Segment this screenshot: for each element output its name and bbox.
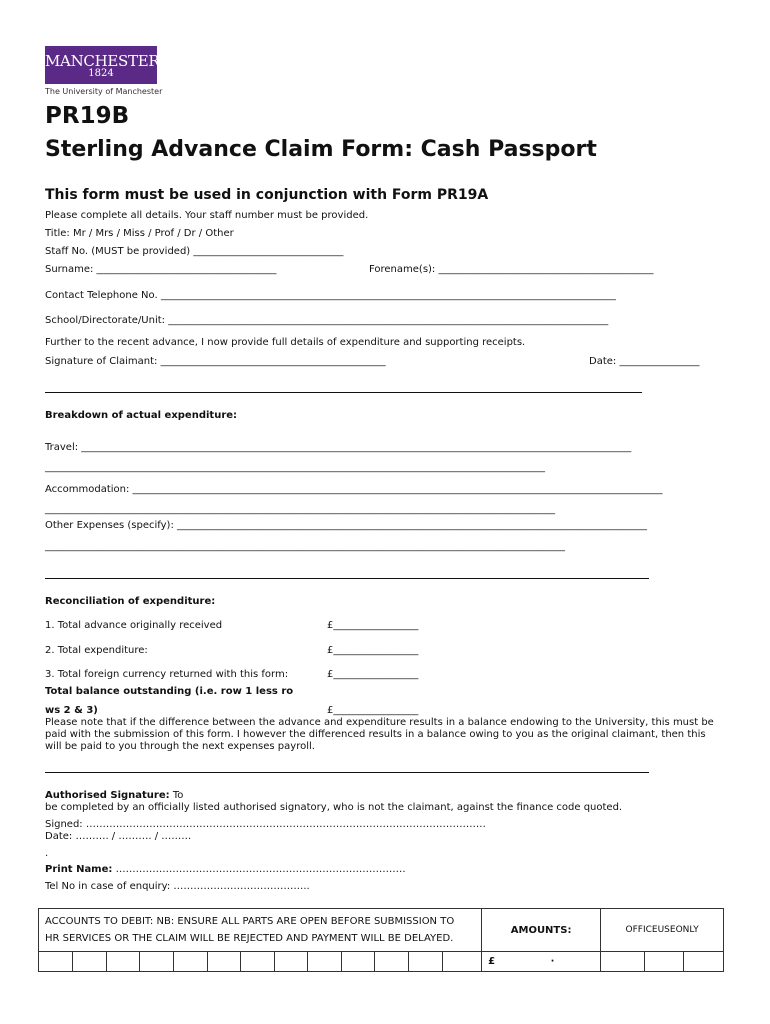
accounts-notice-line: HR SERVICES OR THE CLAIM WILL BE REJECTED AND PAYMENT WILL BE DELAYED. xyxy=(45,933,454,944)
forename-field[interactable]: Forename(s): ___________________________________________ xyxy=(369,264,654,275)
other-expenses-field[interactable]: Other Expenses (specify): ______________________________________________________________________________________________ xyxy=(45,520,647,531)
account-code-cell[interactable] xyxy=(342,952,375,972)
amount-cell[interactable] xyxy=(482,952,601,972)
account-code-cell[interactable] xyxy=(275,952,308,972)
school-field[interactable]: School/Directorate/Unit: ________________________________________________________________________________________ xyxy=(45,315,609,326)
account-code-cell[interactable] xyxy=(308,952,342,972)
other-expenses-field-continued[interactable]: ________________________________________________________________________________________________________ xyxy=(45,541,565,552)
reconciliation-row-label: 2. Total expenditure: xyxy=(45,645,148,656)
account-code-cell[interactable] xyxy=(174,952,208,972)
claimant-signature-field[interactable]: Signature of Claimant: _____________________________________________ xyxy=(45,356,386,367)
signed-field[interactable]: Signed: ………………………………………………………………………………………………………… xyxy=(45,819,486,830)
authorised-date-field[interactable]: Date: ………. / ………. / ……… xyxy=(45,831,192,842)
section-divider xyxy=(45,772,649,773)
section-divider xyxy=(45,578,649,579)
account-code-cell[interactable] xyxy=(140,952,174,972)
account-code-cell[interactable] xyxy=(107,952,140,972)
form-title: Sterling Advance Claim Form: Cash Passport xyxy=(45,137,597,162)
reconciliation-row-label: 1. Total advance originally received xyxy=(45,620,223,631)
office-use-cell xyxy=(601,952,645,972)
enquiry-telephone-field[interactable]: Tel No in case of enquiry: ………………………………….. xyxy=(45,881,310,892)
account-code-cell[interactable] xyxy=(73,952,107,972)
surname-field[interactable]: Surname: ____________________________________ xyxy=(45,264,277,275)
section-divider xyxy=(45,392,642,393)
authorisation-instruction: be completed by an officially listed authorised signatory, who is not the claimant, against the finance code quoted. xyxy=(45,802,623,813)
reconciliation-row-value[interactable]: £_________________ xyxy=(327,620,419,631)
reconciliation-row-label: 3. Total foreign currency returned with this form: xyxy=(45,669,289,680)
account-code-cell[interactable] xyxy=(443,952,482,972)
claimant-date-field[interactable]: Date: ________________ xyxy=(589,356,700,367)
authorised-signature-heading-line xyxy=(45,790,183,801)
office-use-only-header: OFFICEUSEONLY xyxy=(601,909,724,952)
print-name-field[interactable]: …………………………………………………………………………… xyxy=(115,864,406,875)
balance-label-continued: ws 2 & 3) xyxy=(45,705,98,716)
print-name-label: Print Name: xyxy=(45,864,113,875)
account-code-cell[interactable] xyxy=(39,952,73,972)
telephone-field[interactable]: Contact Telephone No. ___________________________________________________________________________________________ xyxy=(45,290,616,301)
title-field[interactable]: Title: Mr / Mrs / Miss / Prof / Dr / Other xyxy=(45,228,234,239)
authorised-signature-heading: Authorised Signature: xyxy=(45,790,170,801)
accommodation-field[interactable]: Accommodation: __________________________________________________________________________________________________________ xyxy=(45,484,663,495)
breakdown-heading: Breakdown of actual expenditure: xyxy=(45,410,238,421)
office-use-cell xyxy=(684,952,724,972)
account-code-cell[interactable] xyxy=(241,952,275,972)
office-use-cell xyxy=(645,952,684,972)
balance-note-line: Please note that if the difference between the advance and expenditure results in a balance endowing to the University, this must be xyxy=(45,717,714,728)
balance-label: Total balance outstanding (i.e. row 1 less ro xyxy=(45,686,294,697)
reconciliation-row-value[interactable]: £_________________ xyxy=(327,669,419,680)
instruction-text: Please complete all details. Your staff number must be provided. xyxy=(45,210,369,221)
account-code-row xyxy=(39,952,724,972)
logo-word: MANCHESTER xyxy=(45,52,160,70)
travel-field-continued[interactable]: ____________________________________________________________________________________________________ xyxy=(45,462,545,473)
travel-field[interactable]: Travel: ______________________________________________________________________________________________________________ xyxy=(45,442,632,453)
logo-year: 1824 xyxy=(88,68,114,79)
account-code-cell[interactable] xyxy=(208,952,241,972)
form-notice: This form must be used in conjunction with Form PR19A xyxy=(45,187,489,203)
authorised-signature-heading-tail: To xyxy=(172,790,184,801)
university-logo xyxy=(45,46,160,84)
amounts-header: AMOUNTS: xyxy=(482,909,601,952)
accounts-to-debit-table xyxy=(38,908,724,972)
accounts-notice-line: ACCOUNTS TO DEBIT: NB: ENSURE ALL PARTS ARE OPEN BEFORE SUBMISSION TO xyxy=(45,916,455,927)
stray-dot: . xyxy=(45,848,49,859)
print-name-line[interactable] xyxy=(45,864,406,875)
university-name: The University of Manchester xyxy=(45,87,163,96)
account-code-cell[interactable] xyxy=(375,952,409,972)
accounts-debit-notice xyxy=(39,909,482,952)
balance-note-line: will be paid to you through the next expenses payroll. xyxy=(45,741,315,752)
reconciliation-row-value[interactable]: £_________________ xyxy=(327,645,419,656)
reconciliation-heading: Reconciliation of expenditure: xyxy=(45,596,216,607)
form-code: PR19B xyxy=(45,103,130,129)
staff-number-field[interactable]: Staff No. (MUST be provided) ______________________________ xyxy=(45,246,344,257)
account-code-cell[interactable] xyxy=(409,952,443,972)
declaration-text: Further to the recent advance, I now provide full details of expenditure and supporting receipts. xyxy=(45,337,526,348)
pound-sign: £ xyxy=(488,956,496,967)
balance-value-field[interactable]: £_________________ xyxy=(327,705,419,716)
balance-note-line: paid with the submission of this form. I however the differenced results in a balance owing to you as the original claimant, then this xyxy=(45,729,706,740)
decimal-point: · xyxy=(550,956,555,967)
accommodation-field-continued[interactable]: ______________________________________________________________________________________________________ xyxy=(45,504,555,515)
